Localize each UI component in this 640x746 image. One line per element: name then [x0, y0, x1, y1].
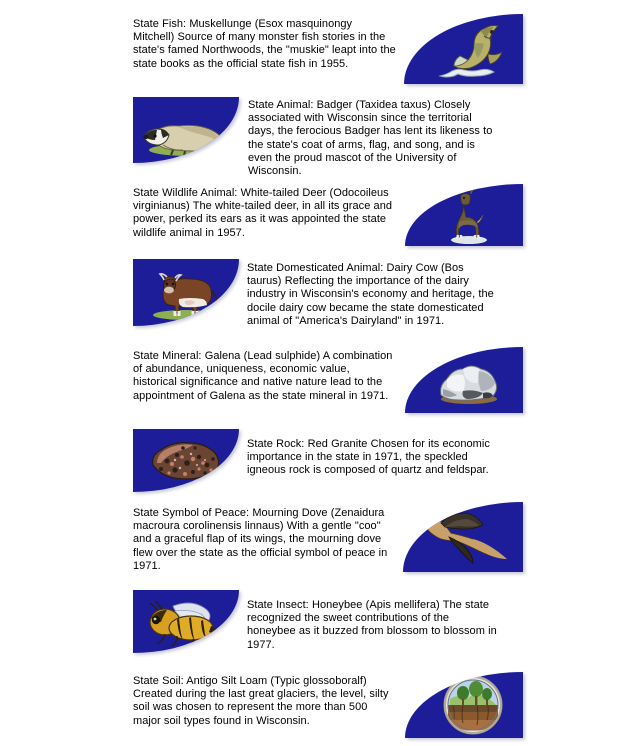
- fish-icon: [428, 20, 506, 82]
- deer-icon: [447, 187, 491, 245]
- mourning-dove-emblem: [403, 502, 523, 572]
- entry-state-mineral: [0, 347, 640, 413]
- white-tailed-deer-emblem: [405, 184, 523, 246]
- soil-profile-seal-icon: [443, 675, 503, 735]
- dove-icon: [411, 509, 515, 567]
- antigo-silt-loam-soil-emblem: [405, 672, 523, 738]
- entry-state-domesticated-animal: [0, 259, 640, 328]
- entry-state-insect: [0, 590, 640, 653]
- mineral-icon: [433, 359, 505, 405]
- red-granite-rock-emblem: [133, 429, 239, 492]
- entry-text-state-soil: State Soil: Antigo Silt Loam (Typic glossoboralf) Created during the last great glaciers, the level, silty soil was chosen to represent the more than 500 major soil types found in Wisconsin.: [133, 675, 389, 727]
- entry-text-state-mineral: State Mineral: Galena (Lead sulphide) A combination of abundance, uniqueness, economic value, historical significance and native nature lead to the appointment of Galena as the state mineral in 1971.: [133, 350, 393, 402]
- dairy-cow-emblem: [133, 259, 239, 326]
- bee-icon: [143, 598, 229, 646]
- entry-state-fish: [0, 14, 640, 84]
- galena-mineral-emblem: [405, 347, 523, 413]
- honeybee-emblem: [133, 590, 239, 653]
- entry-state-wildlife-animal: [0, 184, 640, 246]
- entry-text-state-animal: State Animal: Badger (Taxidea taxus) Closely associated with Wisconsin since the territorial days, the ferocious Badger has lent its likeness to the state's coat of arms, flag, and song, and is even the proud mascot of the University of Wisconsin.: [248, 99, 493, 178]
- muskellunge-fish-emblem: [404, 14, 523, 84]
- entry-state-animal: [0, 97, 640, 178]
- badger-icon: [139, 109, 233, 157]
- entry-text-state-domesticated-animal: State Domesticated Animal: Dairy Cow (Bos taurus) Reflecting the importance of the dairy industry in Wisconsin's economy and heritage, the docile dairy cow became the state domesticated animal of "America's Dairyland" in 1971.: [247, 262, 494, 327]
- entry-text-state-rock: State Rock: Red Granite Chosen for its economic importance in the state in 1971, the speckled igneous rock is composed of quartz and feldspar.: [247, 438, 490, 477]
- entry-text-state-wildlife-animal: State Wildlife Animal: White-tailed Deer (Odocoileus virginianus) The white-tailed deer, in all its grace and power, perked its ears as it was appointed the state wildlife animal in 1957.: [133, 187, 393, 239]
- entry-text-state-symbol-of-peace: State Symbol of Peace: Mourning Dove (Zenaidura macroura corolinensis linnaus) With a gentle "coo" and a graceful flap of its wings, the mourning dove flew over the state as the official symbol of peace in 1971.: [133, 507, 388, 572]
- entry-state-rock: [0, 429, 640, 492]
- entry-text-state-fish: State Fish: Muskellunge (Esox masquinongy Mitchell) Source of many monster fish stories in the state's famed Northwoods, the "muskie" leapt into the state books as the official state fish in 1955.: [133, 18, 396, 70]
- badger-emblem: [133, 97, 239, 163]
- entry-text-state-insect: State Insect: Honeybee (Apis mellifera) The state recognized the sweet contributions of the honeybee as it buzzed from blossom to blossom in 1977.: [247, 599, 497, 651]
- rock-icon: [147, 439, 223, 483]
- entry-state-soil: [0, 672, 640, 738]
- cow-icon: [145, 265, 227, 321]
- entry-state-symbol-of-peace: [0, 502, 640, 573]
